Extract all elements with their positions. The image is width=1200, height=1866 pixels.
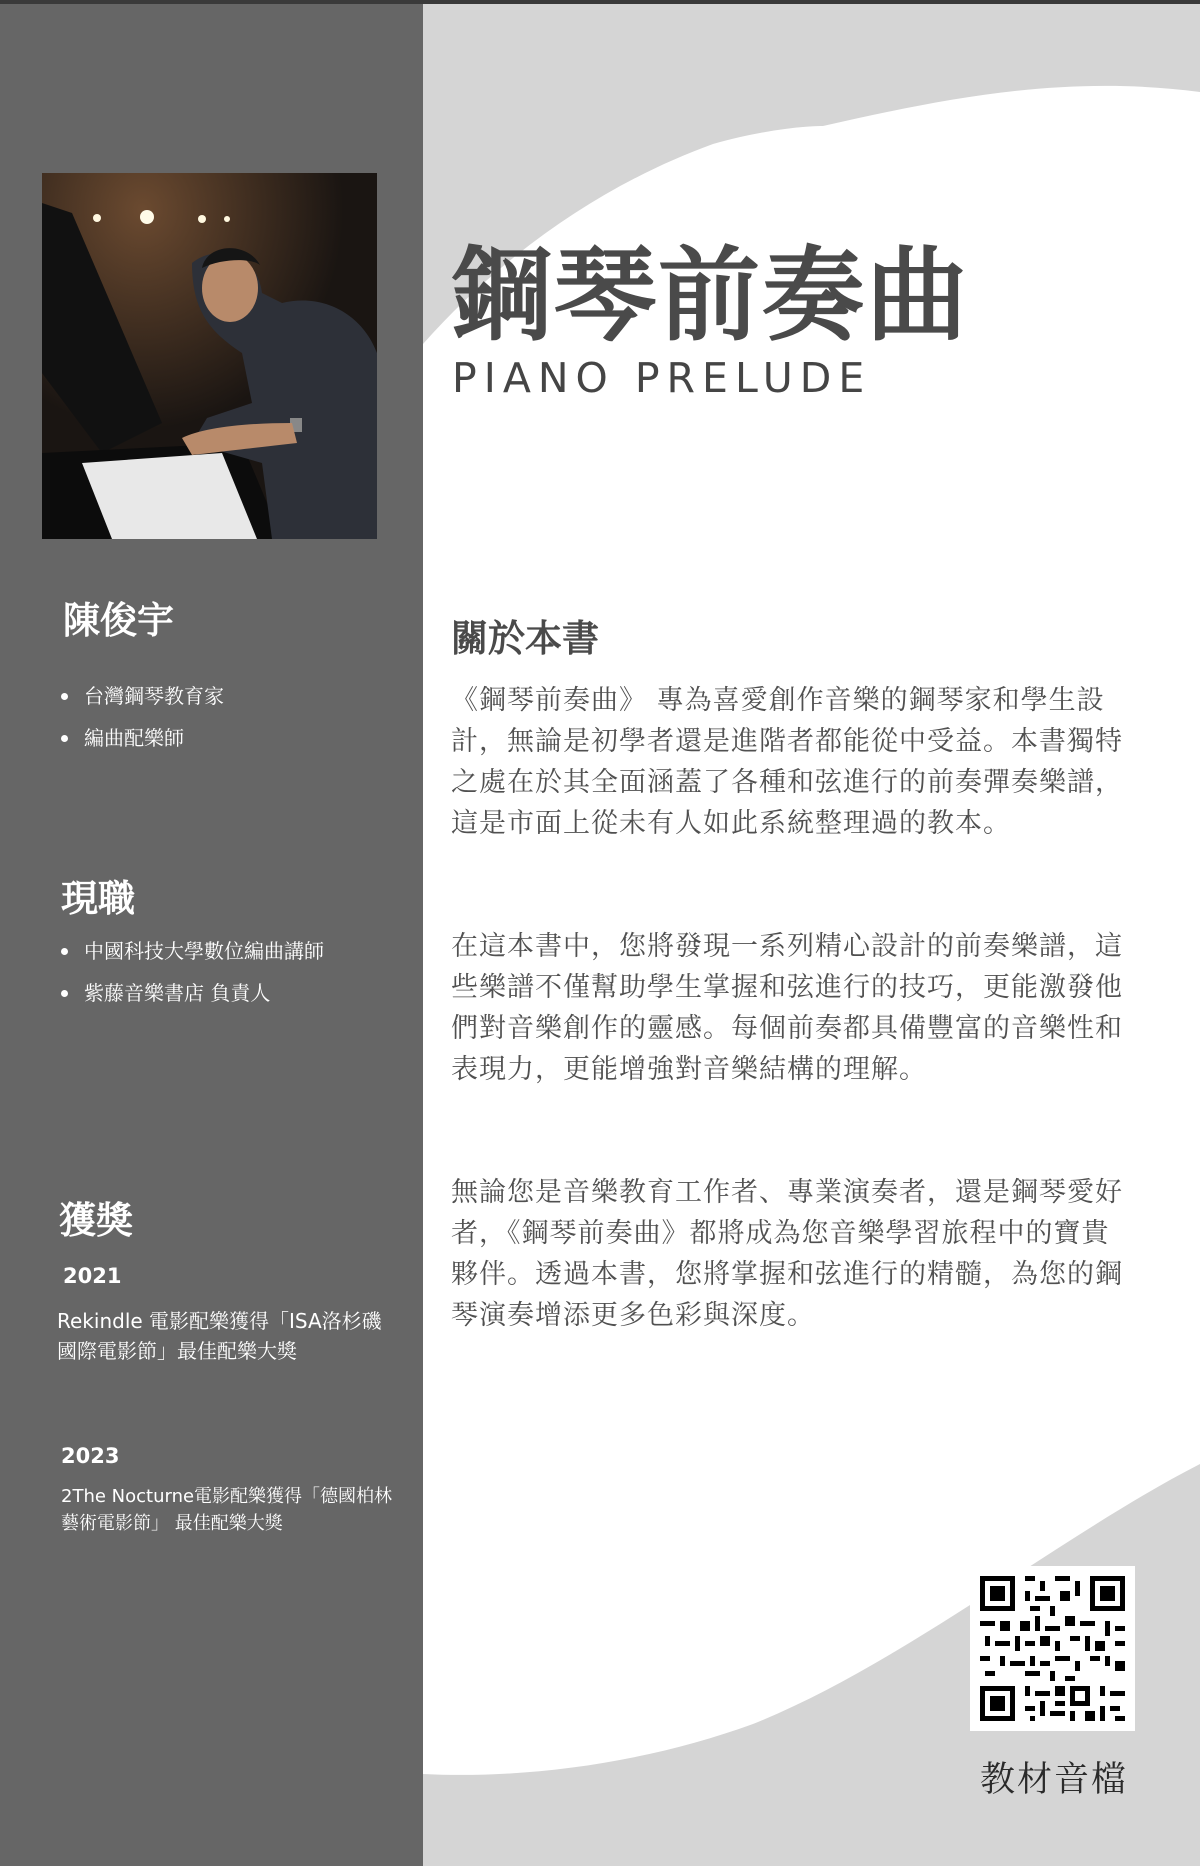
about-paragraph: 無論您是音樂教育工作者、專業演奏者，還是鋼琴愛好者，《鋼琴前奏曲》都將成為您音樂學習旅程中的寶貴夥伴。透過本書，您將掌握和弦進行的精髓，為您的鋼琴演奏增添更多色彩與深度。 (451, 1177, 1123, 1331)
about-paragraph: 《鋼琴前奏曲》 專為喜愛創作音樂的鋼琴家和學生設計，無論是初學者還是進階者都能從中受益。本書獨特之處在於其全面涵蓋了各種和弦進行的前奏彈奏樂譜，這是市面上從未有人如此系統整理過的教本。 (451, 685, 1123, 839)
about-paragraph: 在這本書中，您將發現一系列精心設計的前奏樂譜，這些樂譜不僅幫助學生掌握和弦進行的技巧，更能激發他們對音樂創作的靈感。每個前奏都具備豐富的音樂性和表現力，更能增強對音樂結構的理解。 (451, 931, 1123, 1085)
book-title-chinese: 鋼琴前奏曲 (450, 237, 970, 356)
list-item: 台灣鋼琴教育家 (58, 675, 224, 717)
current-position-list (58, 930, 324, 1014)
book-title-english: PIANO PRELUDE (452, 354, 872, 402)
award-year: 2021 (63, 1264, 122, 1288)
qr-code-icon[interactable] (970, 1566, 1135, 1731)
award-year: 2023 (61, 1444, 120, 1468)
sidebar (0, 4, 423, 1866)
current-position-heading: 現職 (61, 877, 135, 920)
author-titles-list (58, 675, 224, 759)
author-name: 陳俊宇 (63, 599, 174, 642)
list-item: 編曲配樂師 (58, 717, 224, 759)
pianist-photo (42, 173, 377, 539)
award-description: 2The Nocturne電影配樂獲得「德國柏林藝術電影節」 最佳配樂大獎 (61, 1486, 393, 1534)
about-heading: 關於本書 (451, 617, 599, 660)
qr-label: 教材音檔 (980, 1760, 1129, 1800)
list-item: 中國科技大學數位編曲講師 (58, 930, 324, 972)
award-description: Rekindle 電影配樂獲得「ISA洛杉磯國際電影節」最佳配樂大獎 (57, 1309, 382, 1363)
awards-heading: 獲獎 (59, 1199, 133, 1242)
list-item: 紫藤音樂書店 負責人 (58, 972, 324, 1014)
